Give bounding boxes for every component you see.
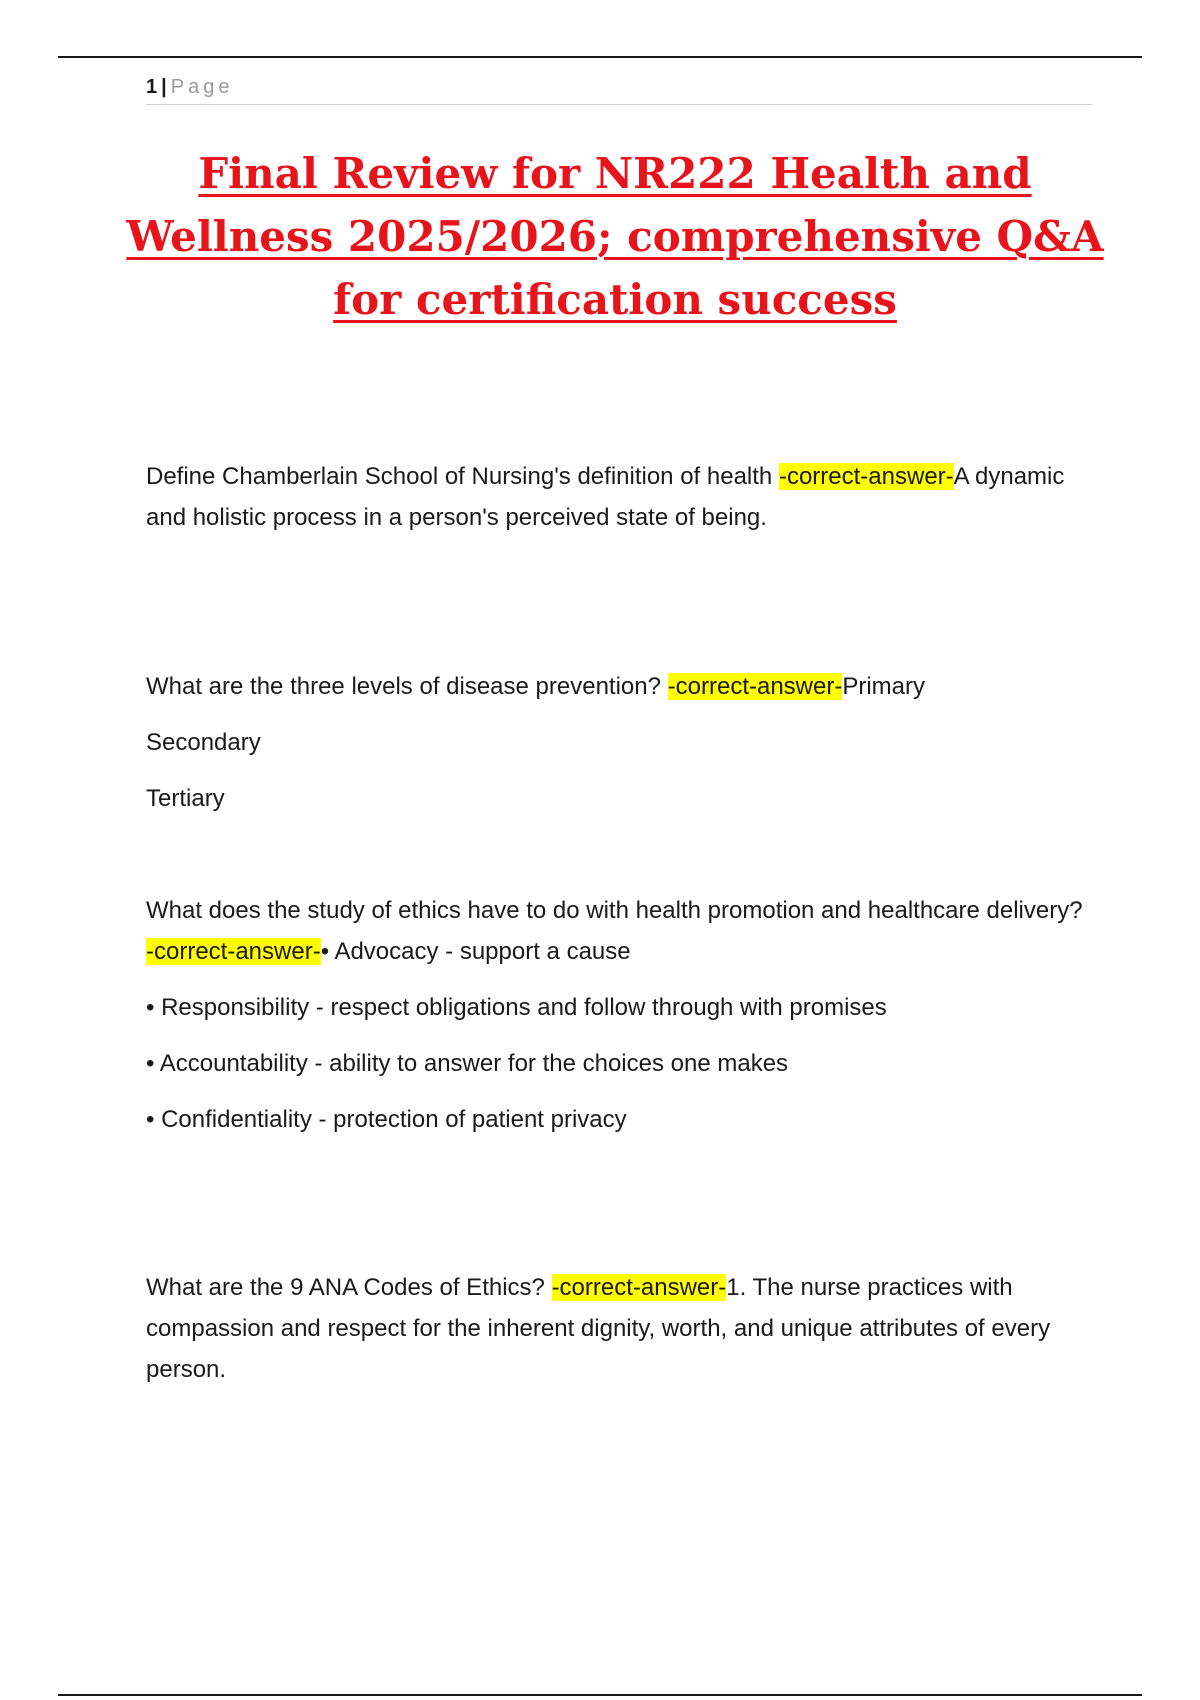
document-title: Final Review for NR222 Health and Wellness 2025/2026; comprehensive Q&A for certification success bbox=[126, 149, 1104, 324]
answer-text: 1. The nurse practices with compassion and respect for the inherent dignity, worth, and unique attributes of every person. bbox=[146, 1274, 1051, 1383]
page-separator: | bbox=[161, 76, 167, 98]
qa-item bbox=[146, 1267, 1086, 1390]
answer-line: Tertiary bbox=[146, 785, 225, 812]
correct-answer-marker: -correct-answer- bbox=[146, 938, 321, 965]
qa-first-line bbox=[146, 1267, 1086, 1390]
answer-text: • Advocacy - support a cause bbox=[320, 938, 631, 965]
answer-line: • Confidentiality - protection of patient privacy bbox=[146, 1106, 627, 1133]
qa-item bbox=[146, 456, 1086, 538]
question-text: What are the 9 ANA Codes of Ethics? bbox=[146, 1274, 552, 1301]
answer-line: • Accountability - ability to answer for the choices one makes bbox=[146, 1050, 789, 1077]
correct-answer-marker: -correct-answer- bbox=[778, 463, 954, 490]
question-text: What does the study of ethics have to do with health promotion and healthcare delivery? bbox=[146, 897, 1083, 924]
correct-answer-marker: -correct-answer- bbox=[551, 1274, 727, 1301]
answer-text: Primary bbox=[842, 673, 926, 700]
bottom-rule bbox=[58, 1694, 1142, 1696]
qa-first-line bbox=[146, 456, 1086, 538]
correct-answer-marker: -correct-answer- bbox=[667, 673, 843, 700]
qa-first-line bbox=[146, 666, 1086, 707]
question-text: Define Chamberlain School of Nursing's definition of health bbox=[146, 463, 779, 490]
qa-first-line bbox=[146, 890, 1086, 972]
page-label: Page bbox=[170, 76, 234, 98]
page-header bbox=[146, 74, 1092, 105]
page-number: 1 bbox=[146, 76, 158, 98]
top-rule bbox=[58, 56, 1142, 58]
answer-line: Secondary bbox=[146, 729, 261, 756]
question-text: What are the three levels of disease prevention? bbox=[146, 673, 668, 700]
qa-item bbox=[146, 890, 1086, 1140]
qa-item bbox=[146, 666, 1086, 819]
answer-line: • Responsibility - respect obligations and follow through with promises bbox=[146, 994, 887, 1021]
answer-text: A dynamic and holistic process in a person's perceived state of being. bbox=[146, 463, 1065, 531]
